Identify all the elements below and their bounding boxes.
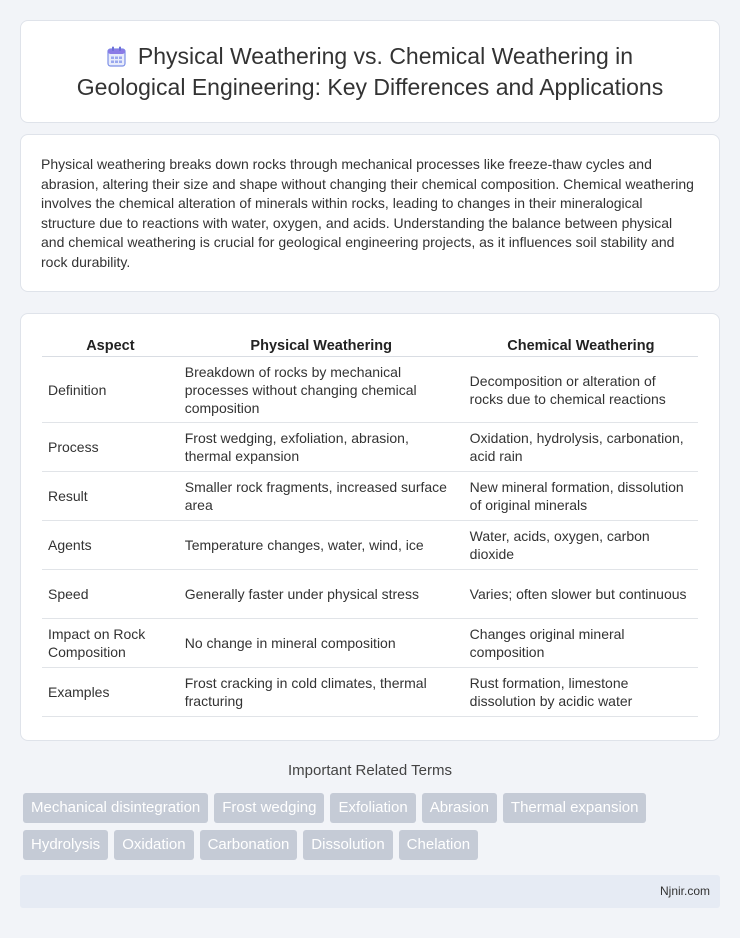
footer-brand[interactable]: Njnir.com	[659, 884, 710, 898]
row-chemical: Rust formation, limestone dissolution by acidic water	[464, 668, 698, 717]
row-chemical: New mineral formation, dissolution of original minerals	[464, 472, 698, 521]
row-physical: Generally faster under physical stress	[179, 570, 464, 619]
table-row	[42, 521, 698, 570]
row-chemical: Oxidation, hydrolysis, carbonation, acid rain	[464, 423, 698, 472]
row-chemical: Decomposition or alteration of rocks due to chemical reactions	[464, 357, 698, 423]
title-card	[20, 20, 720, 123]
row-physical: Breakdown of rocks by mechanical processes without changing chemical composition	[179, 357, 464, 423]
row-aspect: Result	[42, 472, 179, 521]
related-terms-heading: Important Related Terms	[288, 762, 452, 779]
table-row	[42, 423, 698, 472]
table-row	[42, 619, 698, 668]
tag-thermal-expansion[interactable]: Thermal expansion	[503, 793, 647, 823]
footer	[20, 875, 720, 908]
header-physical: Physical Weathering	[179, 333, 464, 357]
row-aspect: Speed	[42, 570, 179, 619]
row-chemical: Changes original mineral composition	[464, 619, 698, 668]
table-row	[42, 472, 698, 521]
table-row	[42, 668, 698, 717]
row-physical: Smaller rock fragments, increased surface area	[179, 472, 464, 521]
row-aspect: Impact on Rock Composition	[42, 619, 179, 668]
intro-paragraph: Physical weathering breaks down rocks through mechanical processes like freeze-thaw cycles and abrasion, altering their size and shape without changing their chemical composition. Chemical weathering involves the chemical alteration of minerals within rocks, leading to changes in their mineralogical structure due to reactions with water, oxygen, and acids. Understanding the balance between physical and chemical weathering is crucial for geological engineering projects, as it influences soil stability and rock durability.	[41, 156, 694, 270]
row-physical: Frost wedging, exfoliation, abrasion, thermal expansion	[179, 423, 464, 472]
tag-exfoliation[interactable]: Exfoliation	[330, 793, 415, 823]
tag-mechanical-disintegration[interactable]: Mechanical disintegration	[23, 793, 208, 823]
tag-chelation[interactable]: Chelation	[399, 830, 478, 860]
intro-card	[20, 134, 720, 292]
tag-row	[23, 830, 713, 860]
tag-oxidation[interactable]: Oxidation	[114, 830, 193, 860]
tag-row	[23, 793, 713, 823]
row-aspect: Examples	[42, 668, 179, 717]
tag-dissolution[interactable]: Dissolution	[303, 830, 392, 860]
table-row	[42, 570, 698, 619]
title-wrap	[21, 41, 719, 103]
comparison-table-card	[20, 313, 720, 741]
header-chemical: Chemical Weathering	[464, 333, 698, 357]
document-calendar-icon	[107, 46, 126, 67]
header-aspect: Aspect	[42, 333, 179, 357]
related-terms-list	[23, 793, 713, 867]
tag-frost-wedging[interactable]: Frost wedging	[214, 793, 324, 823]
page-title-text: Physical Weathering vs. Chemical Weathering in Geological Engineering: Key Differences and Applications	[76, 42, 664, 100]
comparison-table	[42, 333, 698, 717]
row-aspect: Agents	[42, 521, 179, 570]
row-physical: No change in mineral composition	[179, 619, 464, 668]
row-physical: Frost cracking in cold climates, thermal fracturing	[179, 668, 464, 717]
tag-carbonation[interactable]: Carbonation	[200, 830, 298, 860]
page-title	[61, 41, 679, 103]
tag-abrasion[interactable]: Abrasion	[422, 793, 497, 823]
table-row	[42, 357, 698, 423]
row-aspect: Definition	[42, 357, 179, 423]
row-aspect: Process	[42, 423, 179, 472]
table-header-row	[42, 333, 698, 357]
row-chemical: Water, acids, oxygen, carbon dioxide	[464, 521, 698, 570]
row-physical: Temperature changes, water, wind, ice	[179, 521, 464, 570]
row-chemical: Varies; often slower but continuous	[464, 570, 698, 619]
tag-hydrolysis[interactable]: Hydrolysis	[23, 830, 108, 860]
